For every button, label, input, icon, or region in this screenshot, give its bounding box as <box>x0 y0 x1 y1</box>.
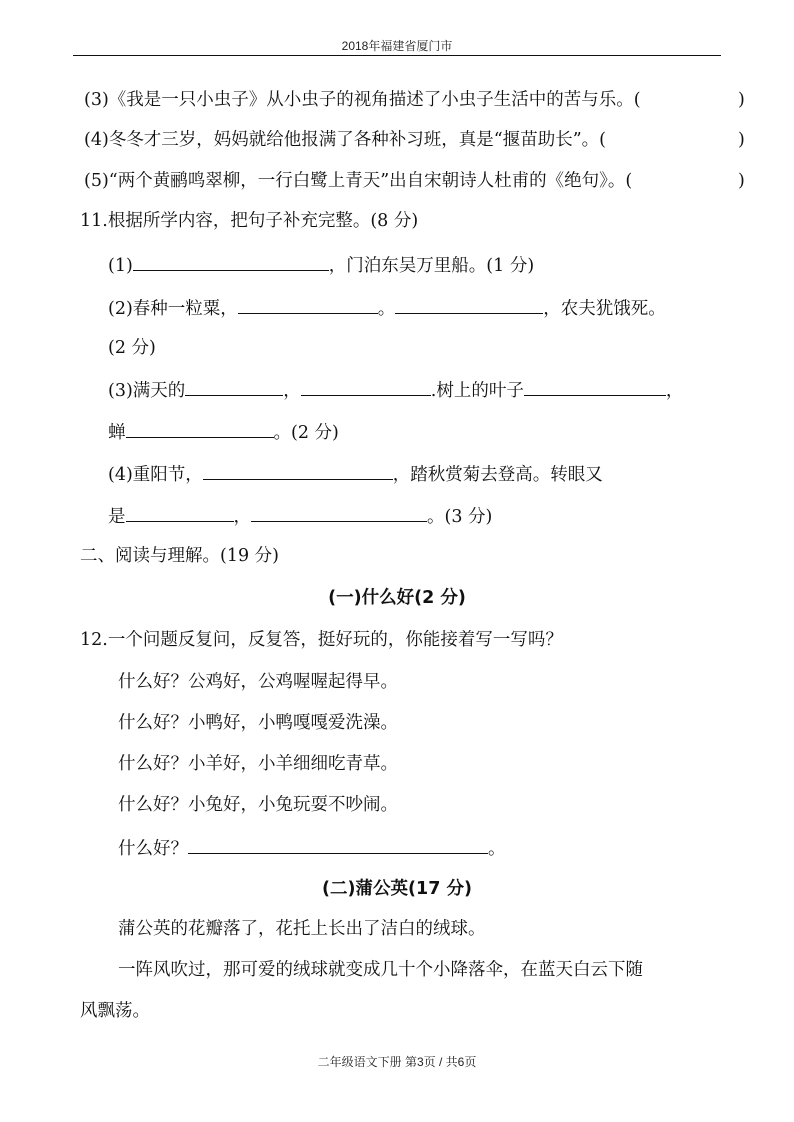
q12-line-4: 什么好？小兔好，小兔玩耍不吵闹。 <box>118 795 398 815</box>
passage-line-2: 一阵风吹过，那可爱的绒球就变成几十个小降落伞，在蓝天白云下随 <box>118 960 643 980</box>
section-1-title: (一)什么好(2 分) <box>328 588 466 608</box>
tf-item-4: (4)冬冬才三岁，妈妈就给他报满了各种补习班，真是“揠苗助长”。( <box>84 130 607 150</box>
q11-3-end: ， <box>665 381 684 401</box>
q11-5-text: ，踏秋赏菊去登高。转眼又 <box>392 465 603 485</box>
blank-field[interactable] <box>185 377 283 396</box>
q11-line-1 <box>108 252 534 278</box>
blank-field[interactable] <box>188 835 488 854</box>
q11-line-2 <box>108 295 666 321</box>
q11-6-sep: ， <box>233 507 251 527</box>
q11-1-text: ，门泊东吴万里船。(1 分) <box>328 256 535 276</box>
q12-line-2: 什么好？小鸭好，小鸭嘎嘎爱洗澡。 <box>118 713 398 733</box>
blank-field[interactable] <box>126 419 274 438</box>
q11-1-label: (1) <box>108 256 133 276</box>
q11-3-text: .树上的叶子 <box>430 381 524 401</box>
passage-line-3: 风飘荡。 <box>80 1001 150 1021</box>
q12-5-label: 什么好？ <box>118 839 188 859</box>
page-header: 2018年福建省厦门市 <box>341 39 453 53</box>
q11-2-text: ，农夫犹饿死。 <box>543 299 666 319</box>
q11-4-text: 。(2 分) <box>273 423 339 443</box>
q11-2-score: (2 分) <box>108 338 156 358</box>
blank-field[interactable] <box>251 503 427 522</box>
tf-item-5: (5)“两个黄鹂鸣翠柳，一行白鹭上青天”出自宋朝诗人杜甫的《绝句》。( <box>84 171 633 191</box>
blank-field[interactable] <box>301 377 431 396</box>
blank-field[interactable] <box>238 295 378 314</box>
tf-item-4-close: ) <box>738 130 745 150</box>
q11-line-3 <box>108 377 683 403</box>
q11-6-text: 。(3 分) <box>427 507 493 527</box>
q12-5-end: 。 <box>488 839 506 859</box>
section-2-title: (二)蒲公英(17 分) <box>322 879 472 899</box>
q11-3-label: (3)满天的 <box>108 381 186 401</box>
q12-title: 12.一个问题反复问，反复答，挺好玩的，你能接着写一写吗？ <box>80 630 563 650</box>
blank-field[interactable] <box>395 295 543 314</box>
tf-item-5-close: ) <box>738 171 745 191</box>
q11-6-label: 是 <box>108 507 126 527</box>
page-footer: 二年级语文下册 第3页 / 共6页 <box>317 1055 477 1069</box>
q11-title: 11.根据所学内容，把句子补充完整。(8 分) <box>80 211 419 231</box>
blank-field[interactable] <box>203 461 393 480</box>
part2-heading: 二、阅读与理解。(19 分) <box>80 546 279 566</box>
q11-4-label: 蝉 <box>108 423 126 443</box>
passage-line-1: 蒲公英的花瓣落了，花托上长出了洁白的绒球。 <box>118 919 486 939</box>
blank-field[interactable] <box>126 503 234 522</box>
q11-line-6 <box>108 503 492 529</box>
q11-5-label: (4)重阳节， <box>108 465 203 485</box>
header-rule <box>73 55 721 56</box>
q11-line-4 <box>108 419 339 445</box>
q12-line-1: 什么好？公鸡好，公鸡喔喔起得早。 <box>118 672 398 692</box>
q12-line-3: 什么好？小羊好，小羊细细吃青草。 <box>118 754 398 774</box>
tf-item-3-close: ) <box>738 90 745 110</box>
q11-3-sep: ， <box>283 381 301 401</box>
q12-line-5 <box>118 835 506 861</box>
blank-field[interactable] <box>133 252 329 271</box>
q11-2-sep: 。 <box>377 299 396 319</box>
q11-line-5 <box>108 461 603 487</box>
tf-item-3: (3)《我是一只小虫子》从小虫子的视角描述了小虫子生活中的苦与乐。( <box>84 90 641 110</box>
q11-2-label: (2)春种一粒粟， <box>108 299 238 319</box>
blank-field[interactable] <box>524 377 666 396</box>
